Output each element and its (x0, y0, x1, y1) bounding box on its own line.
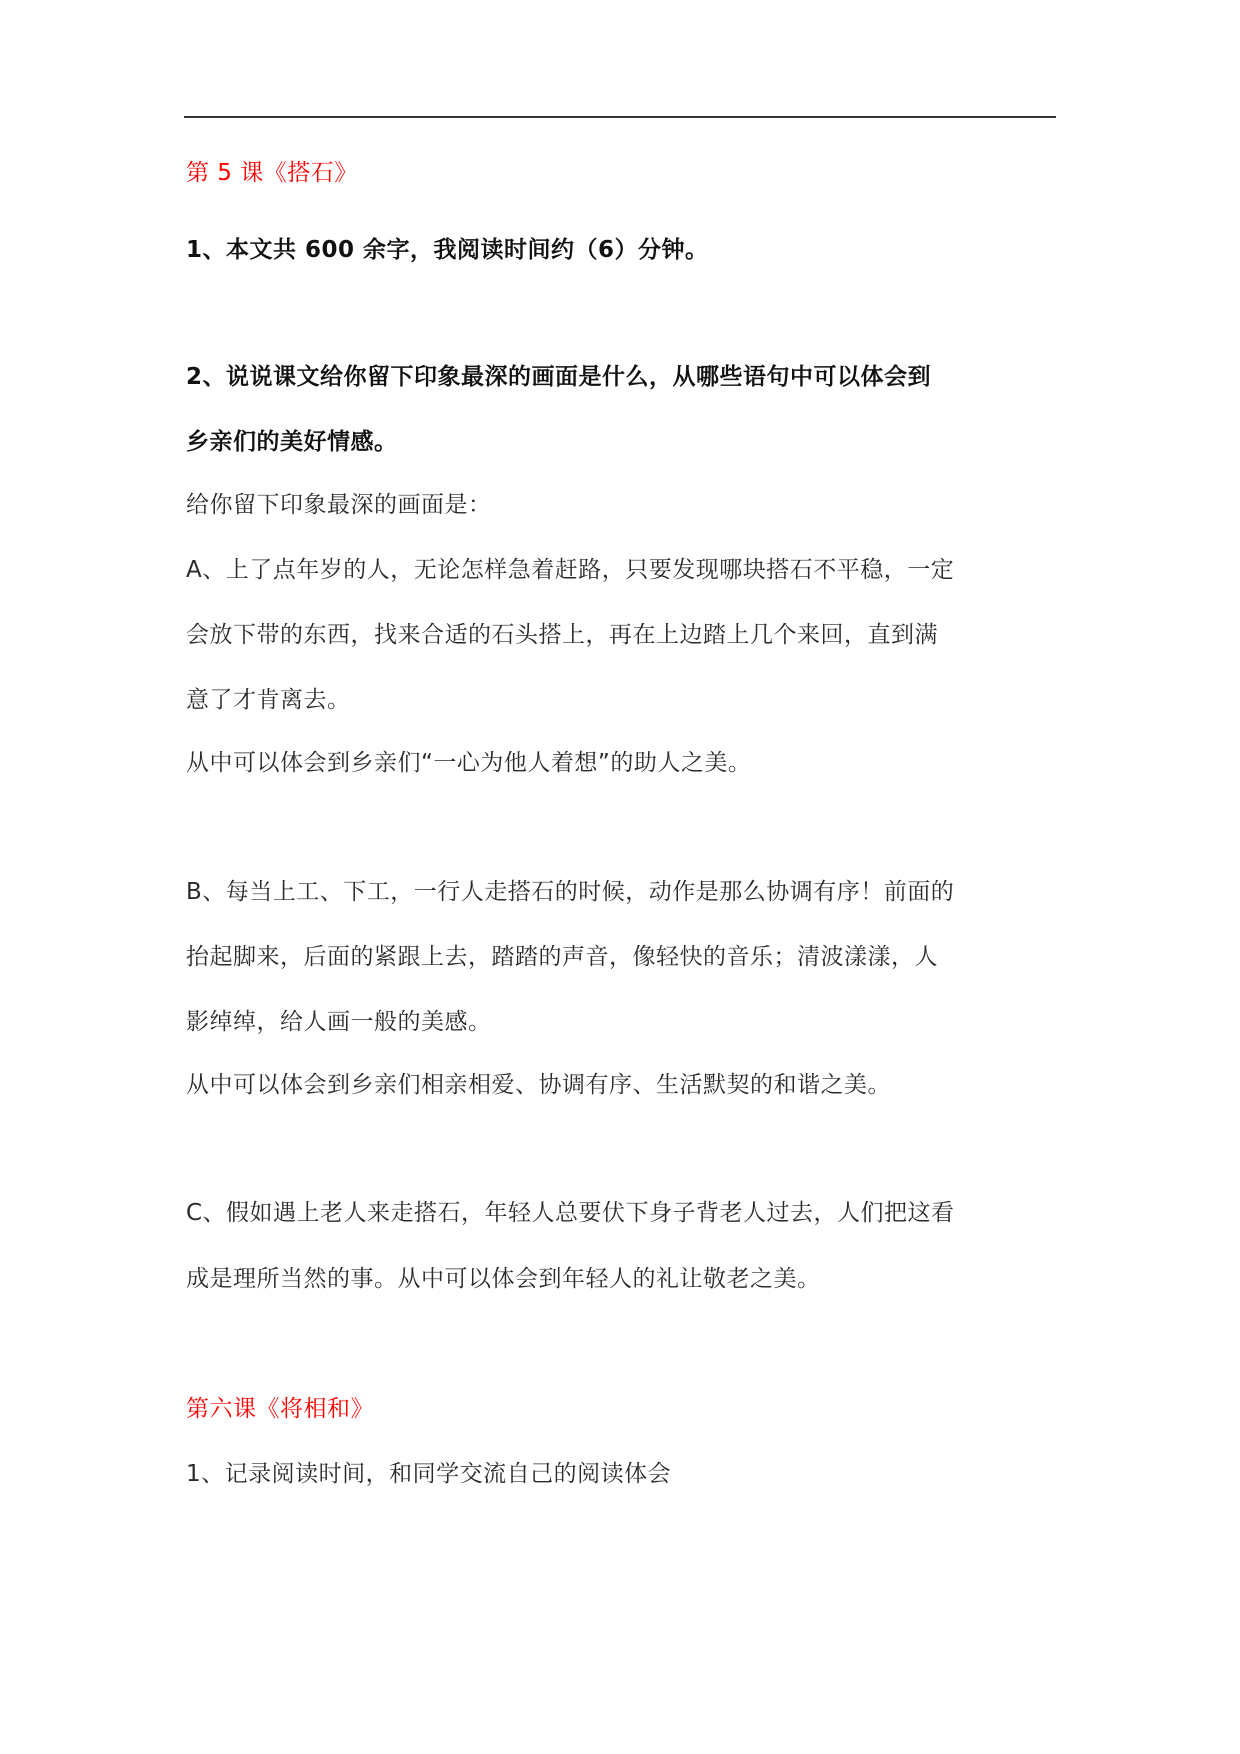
lesson-6-question-1: 1、记录阅读时间，和同学交流自己的阅读体会 (186, 1461, 672, 1487)
lesson-5-heading: 第 5 课《搭石》 (186, 160, 358, 186)
lesson-5-question-2-line-1: 2、说说课文给你留下印象最深的画面是什么，从哪些语句中可以体会到 (186, 364, 932, 390)
answer-a-line-3: 意了才肯离去。 (186, 687, 351, 713)
answer-a-insight: 从中可以体会到乡亲们“一心为他人着想”的助人之美。 (186, 750, 752, 776)
lesson-5-question-2-line-2: 乡亲们的美好情感。 (186, 429, 398, 455)
lesson-6-heading: 第六课《将相和》 (186, 1396, 374, 1422)
answer-intro: 给你留下印象最深的画面是： (186, 492, 492, 518)
header-divider (184, 116, 1056, 118)
answer-a-line-1: A、上了点年岁的人，无论怎样急着赶路，只要发现哪块搭石不平稳，一定 (186, 557, 955, 583)
answer-b-line-2: 抬起脚来，后面的紧跟上去，踏踏的声音，像轻快的音乐；清波漾漾，人 (186, 944, 938, 970)
answer-c-line-2: 成是理所当然的事。从中可以体会到年轻人的礼让敬老之美。 (186, 1266, 821, 1292)
answer-b-line-3: 影绰绰，给人画一般的美感。 (186, 1009, 492, 1035)
lesson-5-question-1: 1、本文共 600 余字，我阅读时间约（6）分钟。 (186, 237, 709, 263)
answer-c-line-1: C、假如遇上老人来走搭石，年轻人总要伏下身子背老人过去，人们把这看 (186, 1200, 955, 1226)
answer-b-insight: 从中可以体会到乡亲们相亲相爱、协调有序、生活默契的和谐之美。 (186, 1072, 891, 1098)
answer-b-line-1: B、每当上工、下工，一行人走搭石的时候，动作是那么协调有序！前面的 (186, 879, 955, 905)
answer-a-line-2: 会放下带的东西，找来合适的石头搭上，再在上边踏上几个来回，直到满 (186, 622, 938, 648)
